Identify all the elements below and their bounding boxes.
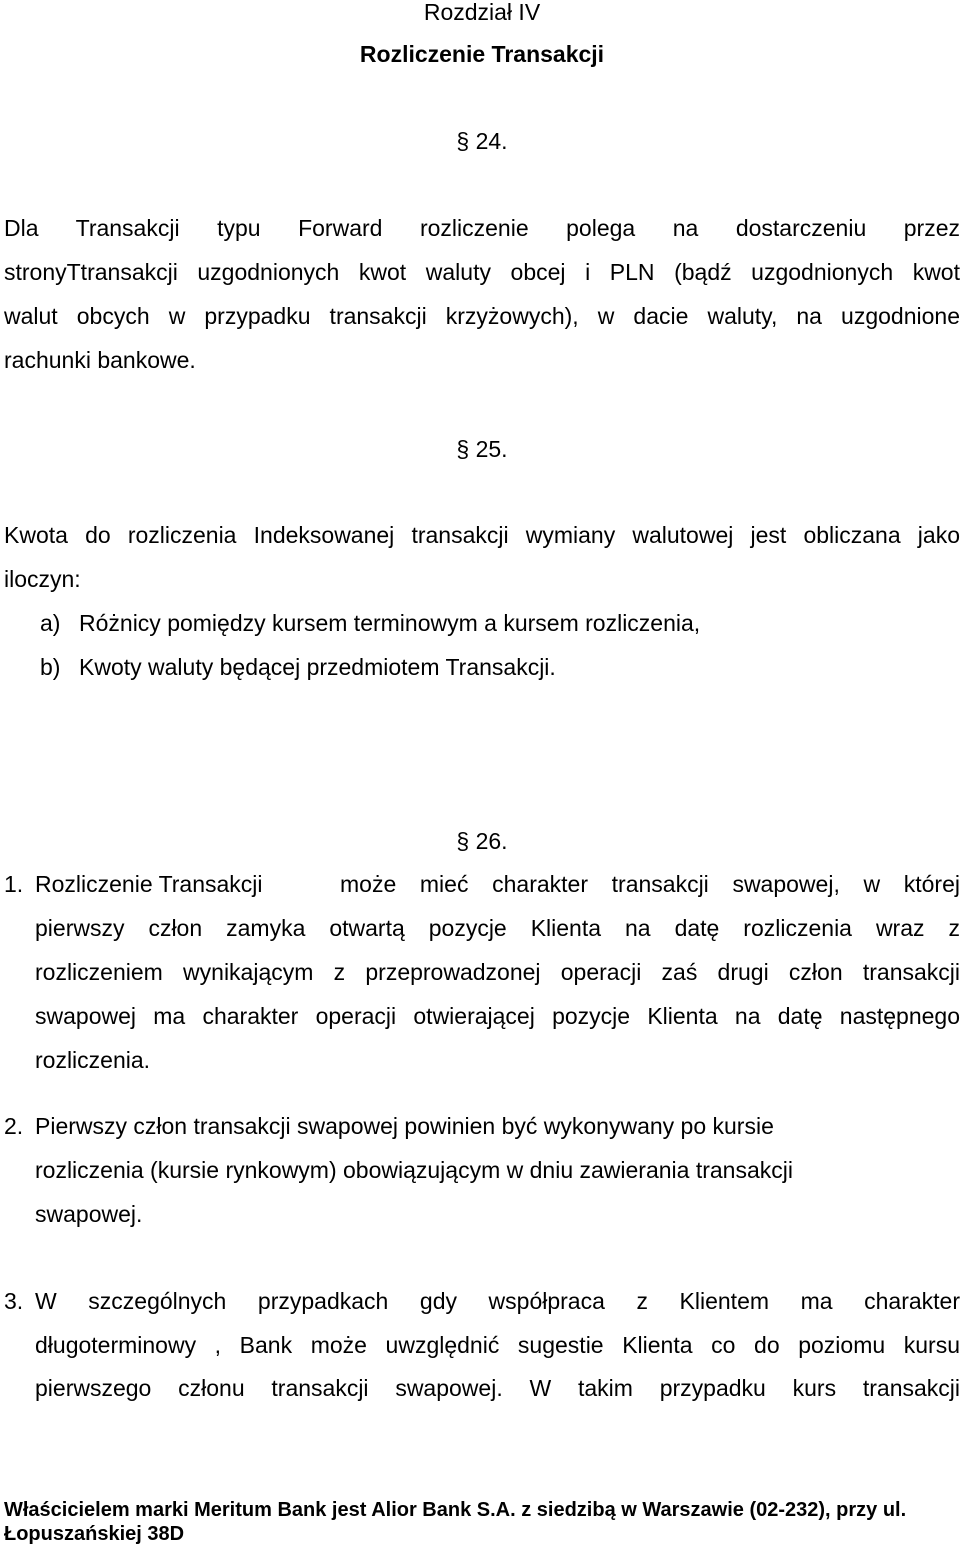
section-24-line-3: walut obcych w przypadku transakcji krzyżowych), w dacie waluty, na uzgodnione (4, 303, 960, 329)
point-2-line-1: Pierwszy człon transakcji swapowej powinien być wykonywany po kursie (35, 1113, 774, 1139)
point-1-marker: 1. (4, 871, 24, 897)
footer-line-2: Łopuszańskiej 38D (4, 1523, 185, 1545)
list-item-text: Kwoty waluty będącej przedmiotem Transakcji. (79, 654, 556, 680)
section-24-line-2: stronyTtransakcji uzgodnionych kwot waluty obcej i PLN (bądź uzgodnionych kwot (4, 259, 960, 285)
section-25-mark: § 25. (456, 436, 508, 462)
point-3-line-2: długoterminowy , Bank może uwzględnić sugestie Klienta co do poziomu kursu (35, 1332, 960, 1358)
point-3-marker: 3. (4, 1288, 24, 1314)
section-24-mark: § 24. (456, 128, 508, 154)
point-3-line-3: pierwszego członu transakcji swapowej. W takim przypadku kurs transakcji (35, 1375, 960, 1401)
point-2-marker: 2. (4, 1113, 24, 1139)
list-item-marker: b) (40, 654, 61, 680)
point-1-line-5: rozliczenia. (35, 1047, 151, 1073)
list-item-marker: a) (40, 610, 61, 636)
point-1-first-b: może mieć charakter transakcji swapowej, w której (340, 871, 960, 897)
point-1-first-a: Rozliczenie Transakcji (35, 871, 263, 897)
section-24-line-4: rachunki bankowe. (4, 347, 196, 373)
section-25-line-1: Kwota do rozliczenia Indeksowanej transakcji wymiany walutowej jest obliczana jako (4, 522, 960, 548)
footer-line-1: Właścicielem marki Meritum Bank jest Alior Bank S.A. z siedzibą w Warszawie (02-232), przy ul. (4, 1499, 907, 1521)
section-25-line-2: iloczyn: (4, 566, 81, 592)
chapter-title: Rozliczenie Transakcji (359, 41, 605, 67)
section-26-mark: § 26. (456, 828, 508, 854)
chapter-number: Rozdział IV (423, 0, 541, 25)
list-item-text: Różnicy pomiędzy kursem terminowym a kursem rozliczenia, (79, 610, 701, 636)
point-2-line-3: swapowej. (35, 1201, 143, 1227)
point-1-line-4: swapowej ma charakter operacji otwierającej pozycje Klienta na datę następnego (35, 1003, 960, 1029)
point-3-line-1: W szczególnych przypadkach gdy współpraca z Klientem ma charakter (35, 1288, 960, 1314)
section-24-line-1: Dla Transakcji typu Forward rozliczenie polega na dostarczeniu przez (4, 215, 960, 241)
point-2-line-2: rozliczenia (kursie rynkowym) obowiązującym w dniu zawierania transakcji (35, 1157, 793, 1183)
point-1-line-2: pierwszy człon zamyka otwartą pozycje Klienta na datę rozliczenia wraz z (35, 915, 960, 941)
point-1-line-3: rozliczeniem wynikającym z przeprowadzonej operacji zaś drugi człon transakcji (35, 959, 960, 985)
